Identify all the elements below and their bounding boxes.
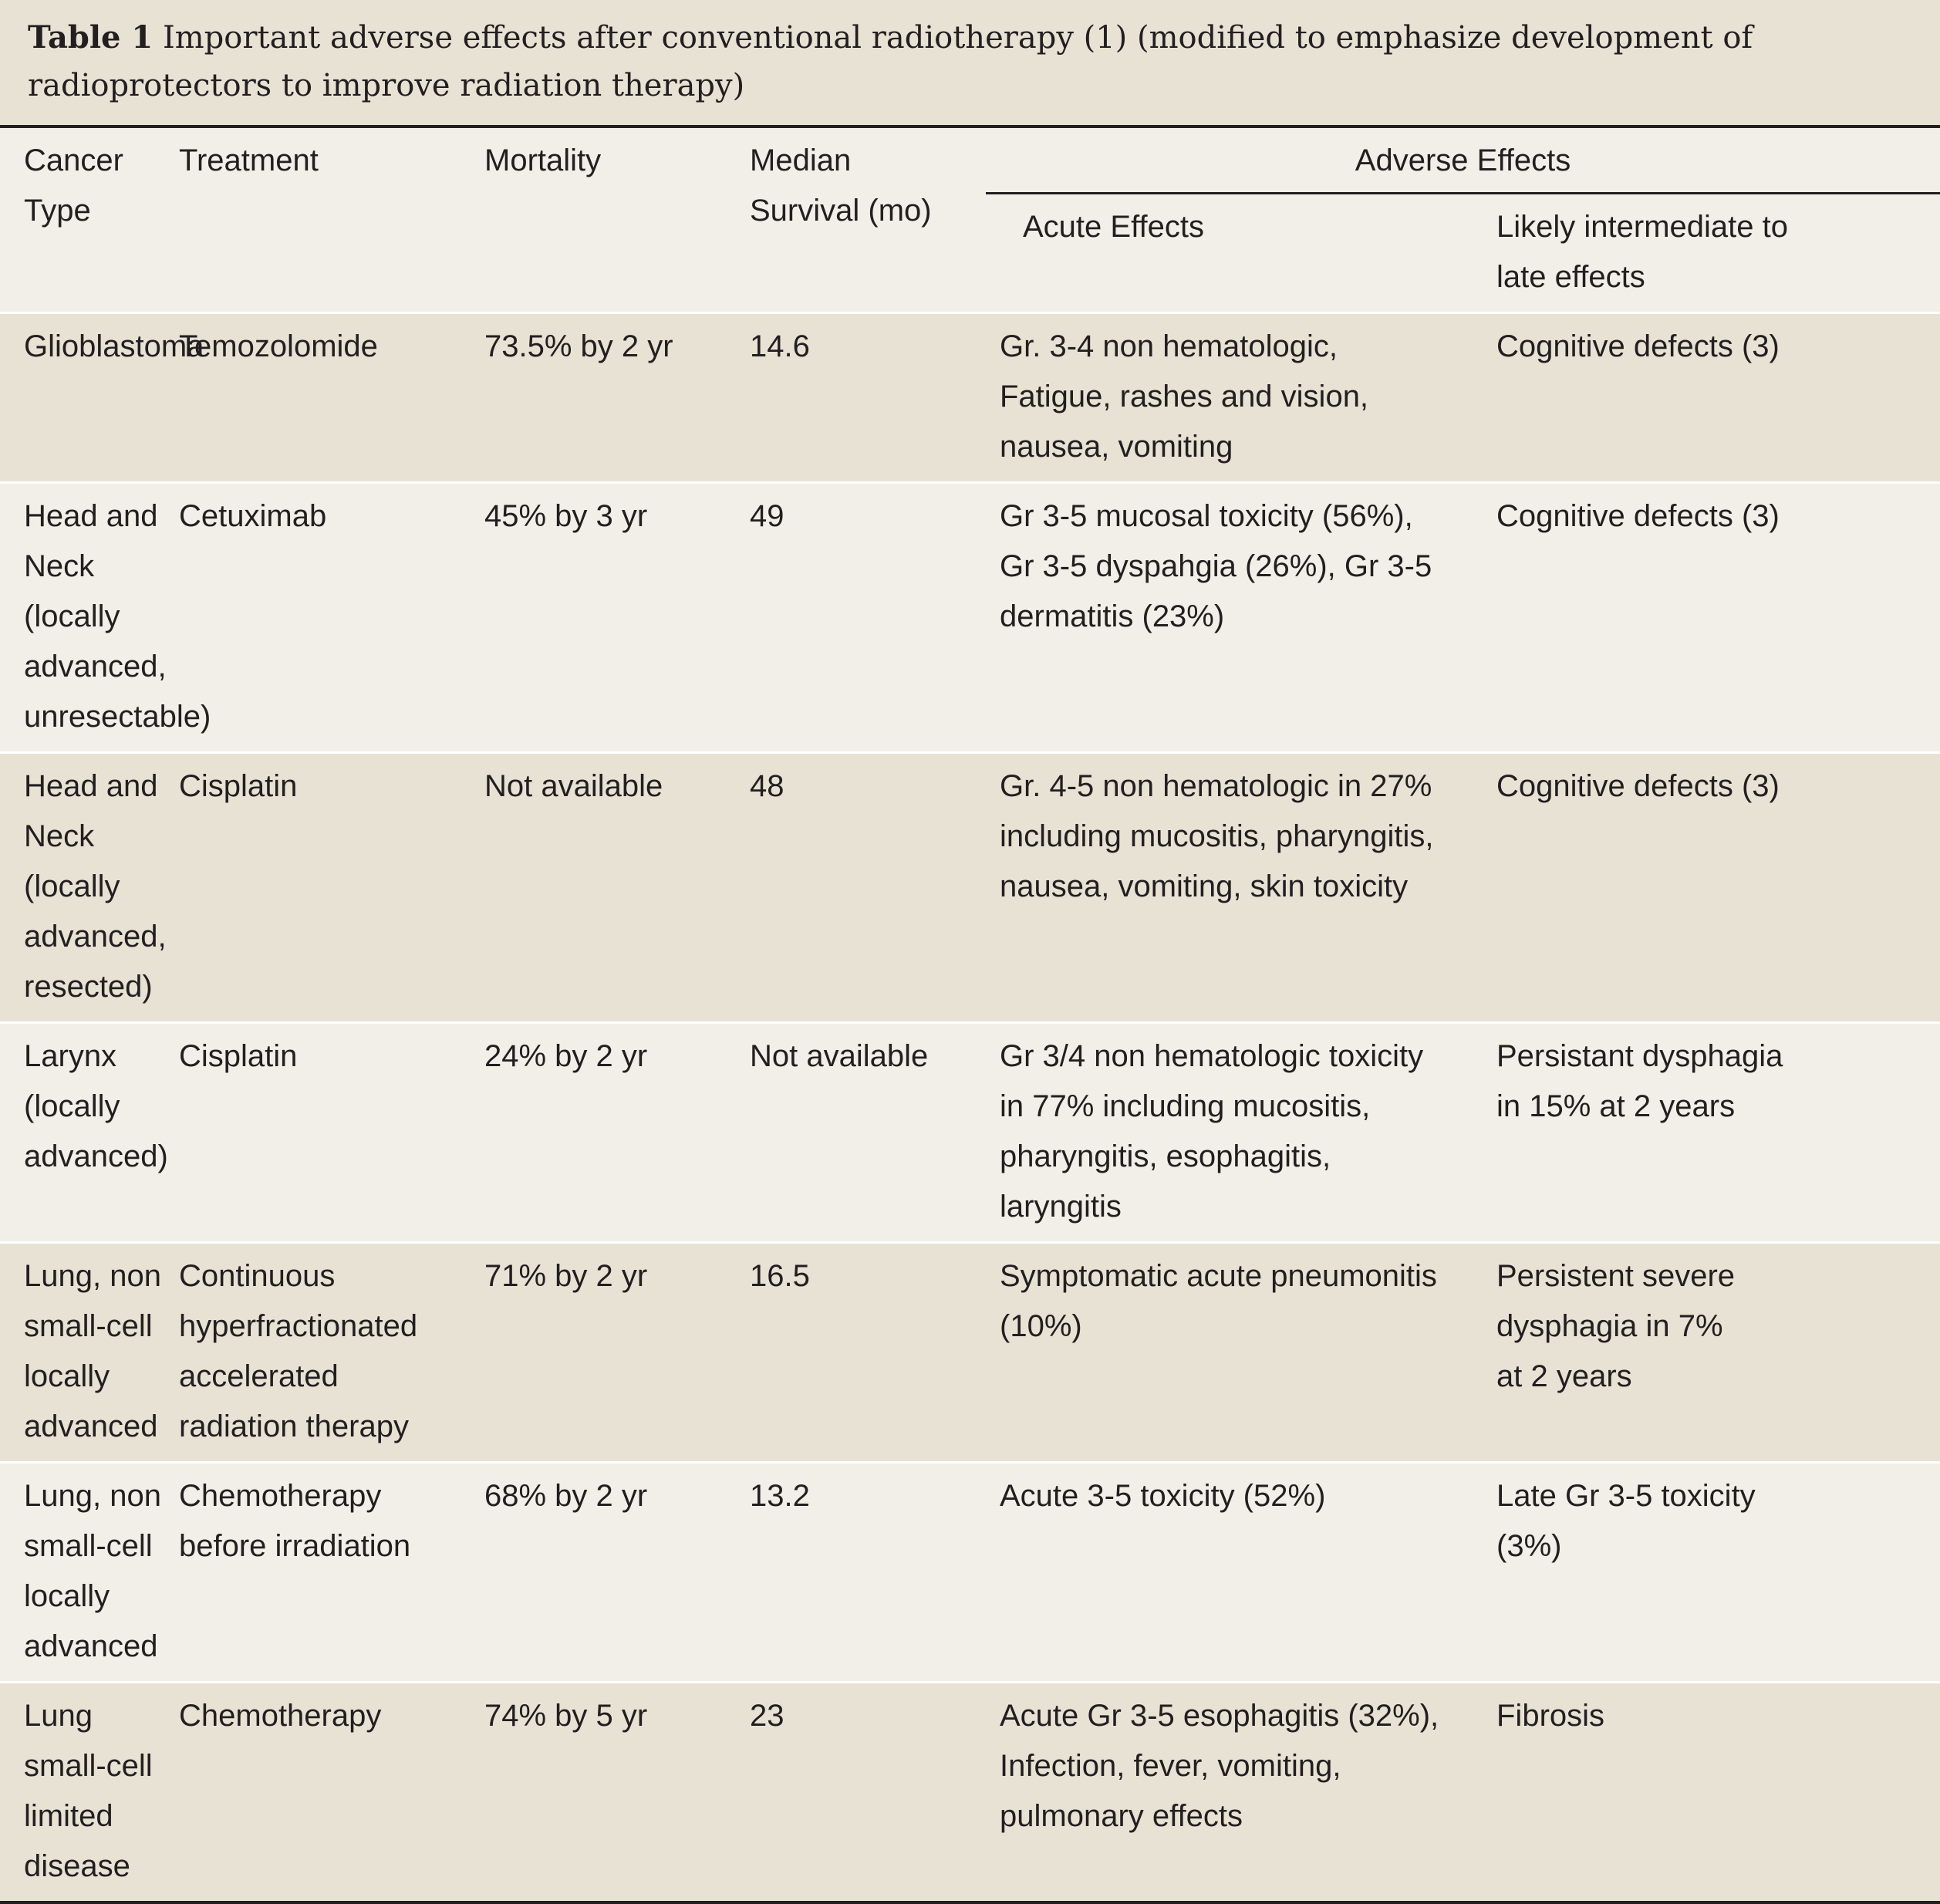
cell-median-survival: 13.2 [744,1463,986,1683]
header-late-effects: Likely intermediate to late effects [1496,210,1788,294]
cell-treatment: Chemotherapy before irradiation [173,1463,478,1683]
cell-acute-effects: Gr 3-5 mucosal toxicity (56%), Gr 3-5 dyspahgia (26%), Gr 3-5 dermatitis (23%) [986,483,1492,753]
table-header [0,127,1940,313]
cell-mortality: Not available [478,753,744,1023]
cell-treatment: Continuous hyperfractionated accelerated radiation therapy [173,1243,478,1463]
header-mortality: Mortality [484,143,602,177]
cell-cancer-type: Glioblastoma [0,313,173,483]
cell-cancer-type: Head and Neck (locally advanced, resected) [0,753,173,1023]
cell-acute-effects: Gr. 3-4 non hematologic, Fatigue, rashes and vision, nausea, vomiting [986,313,1492,483]
header-cancer-type: Cancer Type [24,143,123,228]
table-row [0,1463,1940,1683]
cell-cancer-type: Lung, non small-cell locally advanced [0,1243,173,1463]
cell-acute-effects: Symptomatic acute pneumonitis (10%) [986,1243,1492,1463]
cell-late-effects: Persistant dysphagia in 15% at 2 years [1492,1023,1940,1243]
cell-cancer-type: Head and Neck (locally advanced, unresectable) [0,483,173,753]
table-row [0,483,1940,753]
cell-mortality: 73.5% by 2 yr [478,313,744,483]
table-row [0,313,1940,483]
table-row [0,1683,1940,1903]
cell-mortality: 45% by 3 yr [478,483,744,753]
cell-acute-effects: Acute 3-5 toxicity (52%) [986,1463,1492,1683]
cell-treatment: Cisplatin [173,753,478,1023]
cell-late-effects: Cognitive defects (3) [1492,483,1940,753]
cell-mortality: 68% by 2 yr [478,1463,744,1683]
cell-treatment: Chemotherapy [173,1683,478,1903]
cell-median-survival: 49 [744,483,986,753]
cell-treatment: Cetuximab [173,483,478,753]
cell-cancer-type: Lung, non small-cell locally advanced [0,1463,173,1683]
header-treatment: Treatment [179,143,319,177]
cell-acute-effects: Gr. 4-5 non hematologic in 27% including mucositis, pharyngitis, nausea, vomiting, skin toxicity [986,753,1492,1023]
header-adverse-effects: Adverse Effects [986,127,1940,194]
header-acute-effects: Acute Effects [1023,210,1204,244]
cell-late-effects: Fibrosis [1492,1683,1940,1903]
cell-mortality: 74% by 5 yr [478,1683,744,1903]
cell-late-effects: Late Gr 3-5 toxicity (3%) [1492,1463,1940,1683]
cell-median-survival: 16.5 [744,1243,986,1463]
cell-mortality: 24% by 2 yr [478,1023,744,1243]
cell-cancer-type: Lung small-cell limited disease [0,1683,173,1903]
header-row-main [0,127,1940,194]
cell-late-effects: Cognitive defects (3) [1492,313,1940,483]
cell-treatment: Temozolomide [173,313,478,483]
cell-treatment: Cisplatin [173,1023,478,1243]
cell-late-effects: Persistent severe dysphagia in 7% at 2 years [1492,1243,1940,1463]
cell-mortality: 71% by 2 yr [478,1243,744,1463]
table-row [0,1023,1940,1243]
cell-acute-effects: Acute Gr 3-5 esophagitis (32%), Infection, fever, vomiting, pulmonary effects [986,1683,1492,1903]
cell-median-survival: Not available [744,1023,986,1243]
cell-acute-effects: Gr 3/4 non hematologic toxicity in 77% including mucositis, pharyngitis, esophagitis, laryngitis [986,1023,1492,1243]
cell-late-effects: Cognitive defects (3) [1492,753,1940,1023]
table-row [0,753,1940,1023]
table-caption-text: Important adverse effects after conventional radiotherapy (1) (modified to emphasize development of radioprotectors to improve radiation therapy) [28,20,1753,103]
table-row [0,1243,1940,1463]
cell-median-survival: 23 [744,1683,986,1903]
table-caption [0,0,1940,125]
adverse-effects-table [0,125,1940,1904]
table-label: Table 1 [28,19,154,56]
cell-median-survival: 14.6 [744,313,986,483]
table-body [0,313,1940,1903]
cell-cancer-type: Larynx (locally advanced) [0,1023,173,1243]
cell-median-survival: 48 [744,753,986,1023]
header-median-survival: Median Survival (mo) [750,143,932,228]
